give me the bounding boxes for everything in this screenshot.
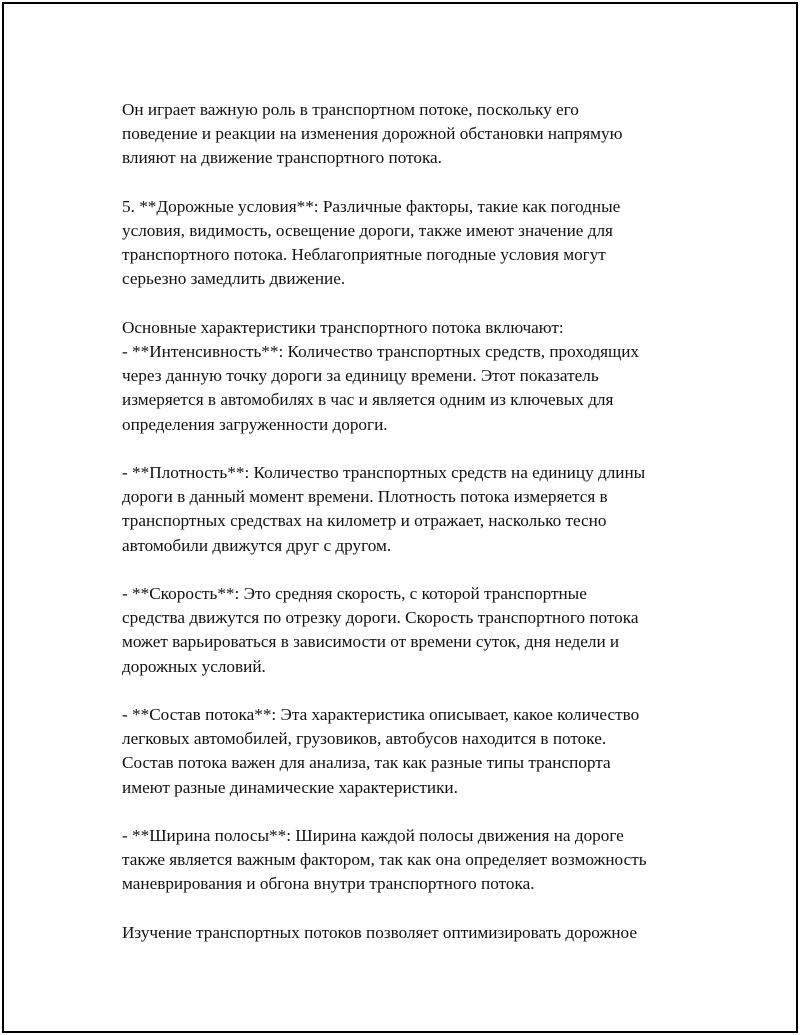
- paragraph-conclusion: [122, 921, 702, 945]
- text-line: дорожных условий.: [122, 656, 266, 676]
- text-line: дороги в данный момент времени. Плотность потока измеряется в: [122, 487, 608, 507]
- page-frame: [2, 2, 798, 1033]
- text-line: определения загруженности дороги.: [122, 414, 388, 434]
- text-line: транспортных средствах на километр и отражает, насколько тесно: [122, 511, 607, 531]
- text-line: через данную точку дороги за единицу времени. Этот показатель: [122, 366, 599, 386]
- paragraph-flow-composition: [122, 703, 702, 800]
- text-line: поведение и реакции на изменения дорожной обстановки напрямую: [122, 124, 623, 144]
- text-line: транспортного потока. Неблагоприятные погодные условия могут: [122, 245, 606, 265]
- text-line: имеют разные динамические характеристики.: [122, 777, 458, 797]
- text-line: Изучение транспортных потоков позволяет оптимизировать дорожное: [122, 922, 637, 942]
- text-line: условия, видимость, освещение дороги, также имеют значение для: [122, 221, 613, 240]
- text-line: 5. **Дорожные условия**: Различные факторы, такие как погодные: [122, 196, 621, 216]
- text-line: - **Ширина полосы**: Ширина каждой полосы движения на дороге: [122, 826, 624, 845]
- paragraph-driver-role: [122, 98, 702, 171]
- paragraph-density: [122, 461, 702, 558]
- document-body: [122, 98, 702, 969]
- text-line: - **Плотность**: Количество транспортных средств на единицу длины: [122, 463, 646, 482]
- text-line: Состав потока важен для анализа, так как разные типы транспорта: [122, 753, 611, 773]
- paragraph-lane-width: [122, 824, 702, 897]
- text-line: легковых автомобилей, грузовиков, автобусов находится в потоке.: [122, 729, 607, 749]
- paragraph-speed: [122, 582, 702, 679]
- text-line: средства движутся по отрезку дороги. Скорость транспортного потока: [122, 608, 639, 628]
- text-line: также является важным фактором, так как она определяет возможность: [122, 850, 647, 870]
- text-line: может варьироваться в зависимости от времени суток, дня недели и: [122, 632, 620, 652]
- text-line: измеряется в автомобилях в час и является одним из ключевых для: [122, 390, 614, 410]
- text-line: маневрирования и обгона внутри транспортного потока.: [122, 874, 535, 894]
- paragraph-intensity: [122, 316, 702, 437]
- text-line: - **Скорость**: Это средняя скорость, с которой транспортные: [122, 584, 587, 603]
- text-line: автомобили движутся друг с другом.: [122, 535, 392, 555]
- text-line: Он играет важную роль в транспортном потоке, поскольку его: [122, 100, 579, 119]
- text-line: серьезно замедлить движение.: [122, 269, 346, 289]
- text-line: - **Состав потока**: Эта характеристика описывает, какое количество: [122, 705, 640, 724]
- text-line: - **Интенсивность**: Количество транспортных средств, проходящих: [122, 342, 639, 361]
- text-line: Основные характеристики транспортного потока включают:: [122, 317, 564, 337]
- paragraph-road-conditions: [122, 195, 702, 292]
- text-line: влияют на движение транспортного потока.: [122, 148, 442, 168]
